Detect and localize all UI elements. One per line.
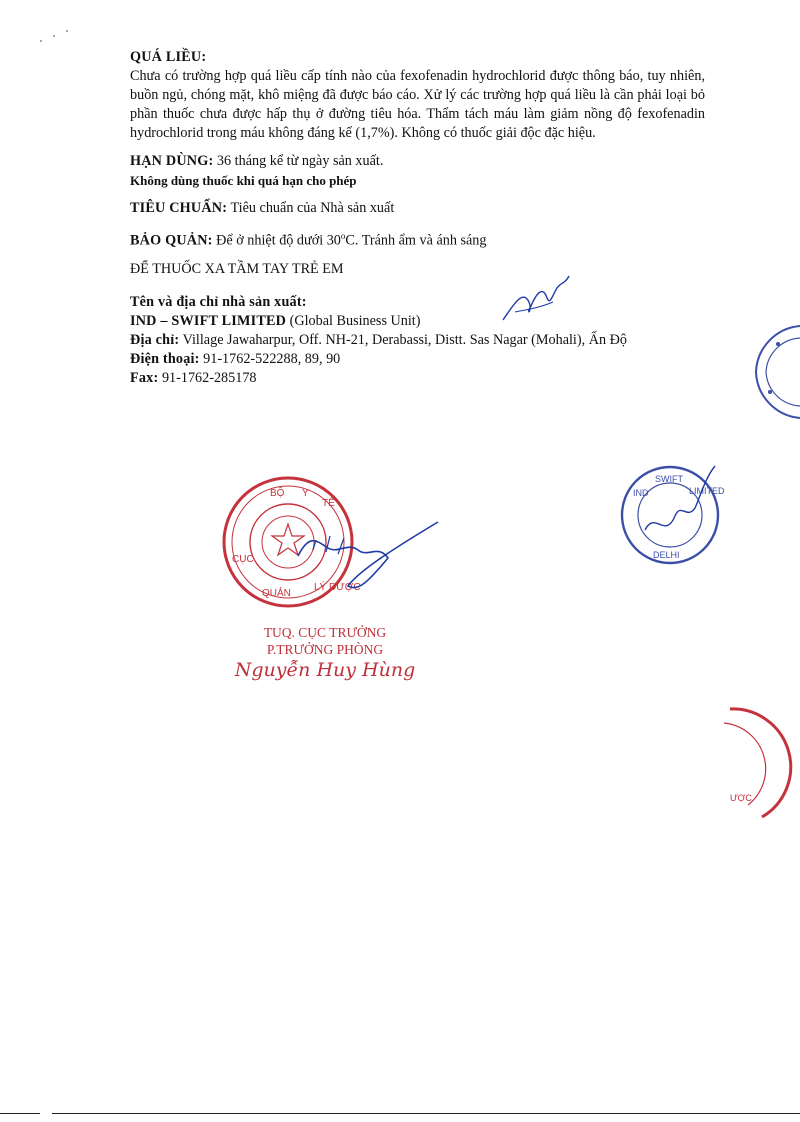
svg-text:CỤC: CỤC: [232, 554, 254, 565]
svg-text:BỘ: BỘ: [270, 488, 285, 499]
manufacturer-unit: (Global Business Unit): [289, 312, 421, 329]
document-body: [130, 48, 705, 388]
svg-text:LIMITED: LIMITED: [689, 486, 725, 496]
manufacturer-signature-icon: [495, 272, 575, 332]
fax-label: Fax:: [130, 369, 159, 386]
storage-line: [130, 227, 705, 251]
approver-name: Nguyễn Huy Hùng: [234, 659, 416, 681]
manufacturer-fax: [130, 369, 705, 388]
approval-block: [230, 624, 420, 679]
approval-line1: TUQ. CỤC TRƯỞNG: [263, 625, 387, 640]
manufacturer-address: [130, 331, 705, 350]
phone-label: Điện thoại:: [130, 350, 200, 367]
children-warning: ĐỂ THUỐC XA TẦM TAY TRẺ EM: [130, 260, 344, 277]
overdose-heading: QUÁ LIỀU:: [130, 49, 207, 65]
svg-text:Y: Y: [302, 488, 309, 499]
expiry-warning: Không dùng thuốc khi quá hạn cho phép: [130, 173, 357, 188]
svg-text:ƯỢC: ƯỢC: [730, 793, 752, 803]
scan-speck: [66, 30, 68, 32]
footer-rule: [52, 1113, 800, 1114]
manufacturer-phone: [130, 350, 705, 369]
fax-value: 91-1762-285178: [161, 369, 257, 386]
svg-text:QUẢN: QUẢN: [262, 588, 291, 599]
overdose-body: Chưa có trường hợp quá liều cấp tính nào của fexofenadin hydrochlorid được thông báo, tuy nhiên, buồn ngủ, chóng mặt, khô miệng đã được báo cáo. Xử lý các trường hợp quá liều là cần phải loại bỏ phần thuốc chưa được hấp thụ ở đường tiêu hóa. Thẩm tách máu làm giảm nồng độ fexofenadin hydrochlorid trong máu không đáng kể (1,7%). Không có thuốc giải độc đặc hiệu.: [130, 68, 705, 141]
manufacturer-name: IND – SWIFT LIMITED: [130, 312, 287, 329]
svg-text:IND: IND: [633, 488, 649, 498]
svg-text:LÝ DƯỢC: LÝ DƯỢC: [314, 582, 361, 593]
address-value: Village Jawaharpur, Off. NH-21, Derabassi, Distt. Sas Nagar (Mohali), Ấn Độ: [182, 331, 627, 348]
address-label: Địa chỉ:: [130, 331, 180, 348]
phone-value: 91-1762-522288, 89, 90: [203, 350, 341, 367]
approval-line2: P.TRƯỞNG PHÒNG: [266, 642, 384, 657]
scan-speck: [53, 35, 55, 37]
partial-ministry-seal-icon: [720, 705, 800, 825]
expiry-value: 36 tháng kể từ ngày sản xuất.: [216, 153, 384, 169]
expiry-heading: HẠN DÙNG:: [130, 153, 214, 169]
manufacturer-heading: [130, 293, 705, 312]
storage-degree: o: [340, 231, 346, 241]
standard-line: [130, 199, 705, 218]
footer-rule: [0, 1113, 40, 1114]
svg-text:DELHI: DELHI: [653, 550, 680, 560]
standard-value: Tiêu chuẩn của Nhà sản xuất: [230, 200, 395, 216]
svg-text:TẾ: TẾ: [322, 498, 335, 509]
manufacturer-heading-text: Tên và địa chỉ nhà sản xuất:: [130, 293, 307, 310]
storage-value-post: C. Tránh ẩm và ánh sáng: [345, 232, 487, 249]
partial-company-seal-icon: [748, 322, 800, 422]
svg-text:SWIFT: SWIFT: [655, 474, 683, 484]
standard-heading: TIÊU CHUẨN:: [130, 200, 228, 216]
company-seal-icon: [615, 460, 725, 570]
storage-value-pre: Để ở nhiệt độ dưới 30: [216, 232, 341, 249]
storage-heading: BẢO QUẢN:: [130, 232, 213, 249]
ministry-seal-icon: [218, 472, 448, 612]
expiry-line: [130, 152, 705, 171]
manufacturer-name-line: [130, 312, 705, 331]
scan-speck: [40, 40, 42, 42]
